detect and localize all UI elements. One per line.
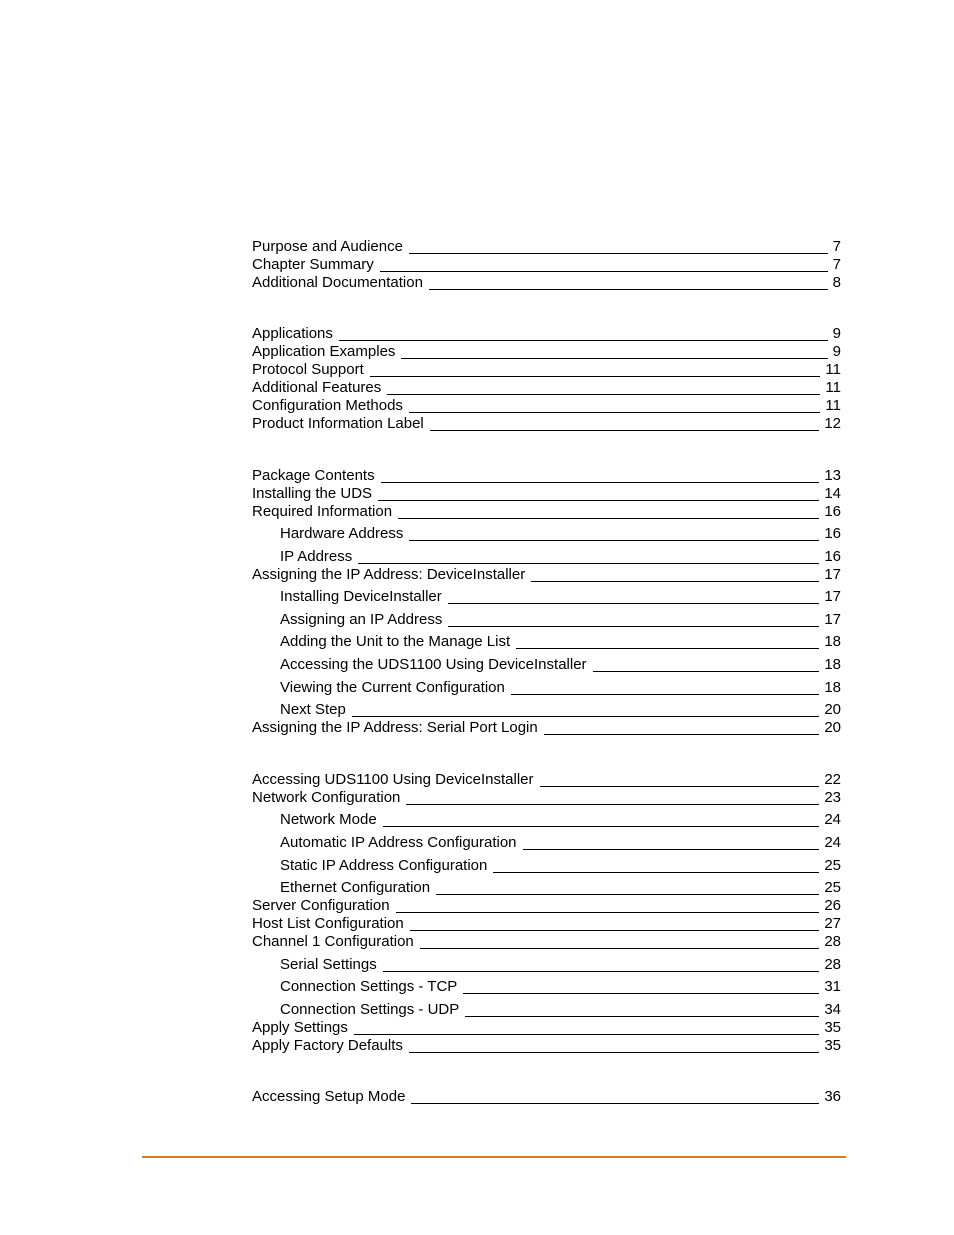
footer-rule — [142, 1156, 846, 1158]
toc-entry-title: Application Examples — [252, 343, 401, 361]
toc-page-number: 7 — [828, 256, 841, 274]
toc-page-number: 18 — [819, 656, 841, 674]
toc-entry-title: Server Configuration — [252, 897, 396, 915]
toc-page-number: 23 — [819, 789, 841, 807]
toc-entry-title: Accessing UDS1100 Using DeviceInstaller — [252, 771, 540, 789]
toc-entry-title: Additional Documentation — [252, 274, 429, 292]
toc-entry-title: Serial Settings — [280, 956, 383, 974]
toc-page-number: 7 — [828, 238, 841, 256]
toc-subentry[interactable] — [280, 701, 841, 719]
toc-page-number: 8 — [828, 274, 841, 292]
toc-page-number: 35 — [819, 1037, 841, 1055]
toc-subentry[interactable] — [280, 978, 841, 996]
toc-subentry[interactable] — [280, 811, 841, 829]
toc-page-number: 27 — [819, 915, 841, 933]
toc-page-number: 12 — [819, 415, 841, 433]
toc-page-number: 28 — [819, 956, 841, 974]
toc-subentry[interactable] — [280, 857, 841, 875]
toc-page-number: 13 — [819, 467, 841, 485]
toc-page-number: 24 — [819, 811, 841, 829]
toc-entry-title: Applications — [252, 325, 339, 343]
toc-subentry[interactable] — [280, 879, 841, 897]
toc-subentry[interactable] — [280, 679, 841, 697]
toc-entry-title: Installing the UDS — [252, 485, 378, 503]
toc-entry-title: Apply Factory Defaults — [252, 1037, 409, 1055]
dot-leader — [252, 340, 841, 341]
toc-entry-title: Installing DeviceInstaller — [280, 588, 448, 606]
toc-entry[interactable] — [252, 467, 841, 485]
toc-entry-title: Connection Settings - UDP — [280, 1001, 465, 1019]
dot-leader — [280, 716, 841, 717]
toc-entry[interactable] — [252, 789, 841, 807]
toc-page-number: 9 — [828, 343, 841, 361]
toc-entry[interactable] — [252, 361, 841, 379]
toc-subentry[interactable] — [280, 834, 841, 852]
toc-page-number: 16 — [819, 548, 841, 566]
toc-page-number: 11 — [820, 379, 841, 397]
toc-entry-title: Hardware Address — [280, 525, 409, 543]
toc-page-number: 17 — [819, 566, 841, 584]
toc-entry[interactable] — [252, 933, 841, 951]
toc-entry-title: Product Information Label — [252, 415, 430, 433]
toc-page-number: 14 — [819, 485, 841, 503]
toc-subentry[interactable] — [280, 525, 841, 543]
toc-page-number: 9 — [828, 325, 841, 343]
toc-page-number: 26 — [819, 897, 841, 915]
toc-entry-title: Ethernet Configuration — [280, 879, 436, 897]
toc-entry-title: Automatic IP Address Configuration — [280, 834, 523, 852]
toc-subentry[interactable] — [280, 633, 841, 651]
toc-page-number: 16 — [819, 503, 841, 521]
toc-page-number: 24 — [819, 834, 841, 852]
toc-entry[interactable] — [252, 238, 841, 256]
toc-entry-title: Purpose and Audience — [252, 238, 409, 256]
toc-page-number: 34 — [819, 1001, 841, 1019]
toc-subentry[interactable] — [280, 656, 841, 674]
toc-entry[interactable] — [252, 1088, 841, 1106]
toc-entry-title: Static IP Address Configuration — [280, 857, 493, 875]
toc-entry[interactable] — [252, 719, 841, 737]
toc-entry-title: Accessing the UDS1100 Using DeviceInstaller — [280, 656, 593, 674]
toc-entry-title: Assigning an IP Address — [280, 611, 448, 629]
toc-entry-title: Package Contents — [252, 467, 381, 485]
toc-entry[interactable] — [252, 771, 841, 789]
toc-entry-title: Protocol Support — [252, 361, 370, 379]
toc-entry[interactable] — [252, 379, 841, 397]
toc-entry-title: Required Information — [252, 503, 398, 521]
toc-entry-title: Channel 1 Configuration — [252, 933, 420, 951]
toc-page-number: 20 — [819, 719, 841, 737]
toc-entry-title: Apply Settings — [252, 1019, 354, 1037]
toc-entry-title: Viewing the Current Configuration — [280, 679, 511, 697]
toc-page-number: 17 — [819, 611, 841, 629]
toc-page-number: 31 — [819, 978, 841, 996]
toc-page-number: 18 — [819, 679, 841, 697]
toc-page-number: 18 — [819, 633, 841, 651]
toc-entry[interactable] — [252, 1019, 841, 1037]
toc-page-number: 20 — [819, 701, 841, 719]
toc-subentry[interactable] — [280, 1001, 841, 1019]
toc-entry[interactable] — [252, 397, 841, 415]
toc-entry[interactable] — [252, 415, 841, 433]
toc-subentry[interactable] — [280, 588, 841, 606]
toc-page-number: 16 — [819, 525, 841, 543]
toc-page-number: 11 — [820, 397, 841, 415]
toc-page-number: 11 — [820, 361, 841, 379]
toc-entry[interactable] — [252, 485, 841, 503]
toc-entry-title: Host List Configuration — [252, 915, 410, 933]
toc-page-number: 25 — [819, 857, 841, 875]
toc-entry-title: Network Configuration — [252, 789, 406, 807]
toc-subentry[interactable] — [280, 956, 841, 974]
toc-entry-title: Configuration Methods — [252, 397, 409, 415]
toc-entry-title: Network Mode — [280, 811, 383, 829]
toc-page-number: 17 — [819, 588, 841, 606]
toc-entry-title: Accessing Setup Mode — [252, 1088, 411, 1106]
toc-entry-title: Connection Settings - TCP — [280, 978, 463, 996]
toc-page-number: 36 — [819, 1088, 841, 1106]
toc-page-number: 35 — [819, 1019, 841, 1037]
toc-page-number: 28 — [819, 933, 841, 951]
toc-page-number: 22 — [819, 771, 841, 789]
toc-entry[interactable] — [252, 1037, 841, 1055]
toc-entry-title: Assigning the IP Address: Serial Port Login — [252, 719, 544, 737]
toc-entry-title: IP Address — [280, 548, 358, 566]
toc-subentry[interactable] — [280, 548, 841, 566]
toc-entry[interactable] — [252, 256, 841, 274]
toc-entry-title: Additional Features — [252, 379, 387, 397]
toc-entry[interactable] — [252, 274, 841, 292]
toc-entry-title: Chapter Summary — [252, 256, 380, 274]
toc-entry-title: Adding the Unit to the Manage List — [280, 633, 516, 651]
toc-entry[interactable] — [252, 897, 841, 915]
dot-leader — [280, 563, 841, 564]
toc-entry[interactable] — [252, 915, 841, 933]
toc-entry[interactable] — [252, 503, 841, 521]
toc-entry[interactable] — [252, 566, 841, 584]
toc-entry-title: Next Step — [280, 701, 352, 719]
toc-subentry[interactable] — [280, 611, 841, 629]
toc-entry-title: Assigning the IP Address: DeviceInstaller — [252, 566, 531, 584]
toc-page-number: 25 — [819, 879, 841, 897]
toc-entry[interactable] — [252, 343, 841, 361]
toc-entry[interactable] — [252, 325, 841, 343]
